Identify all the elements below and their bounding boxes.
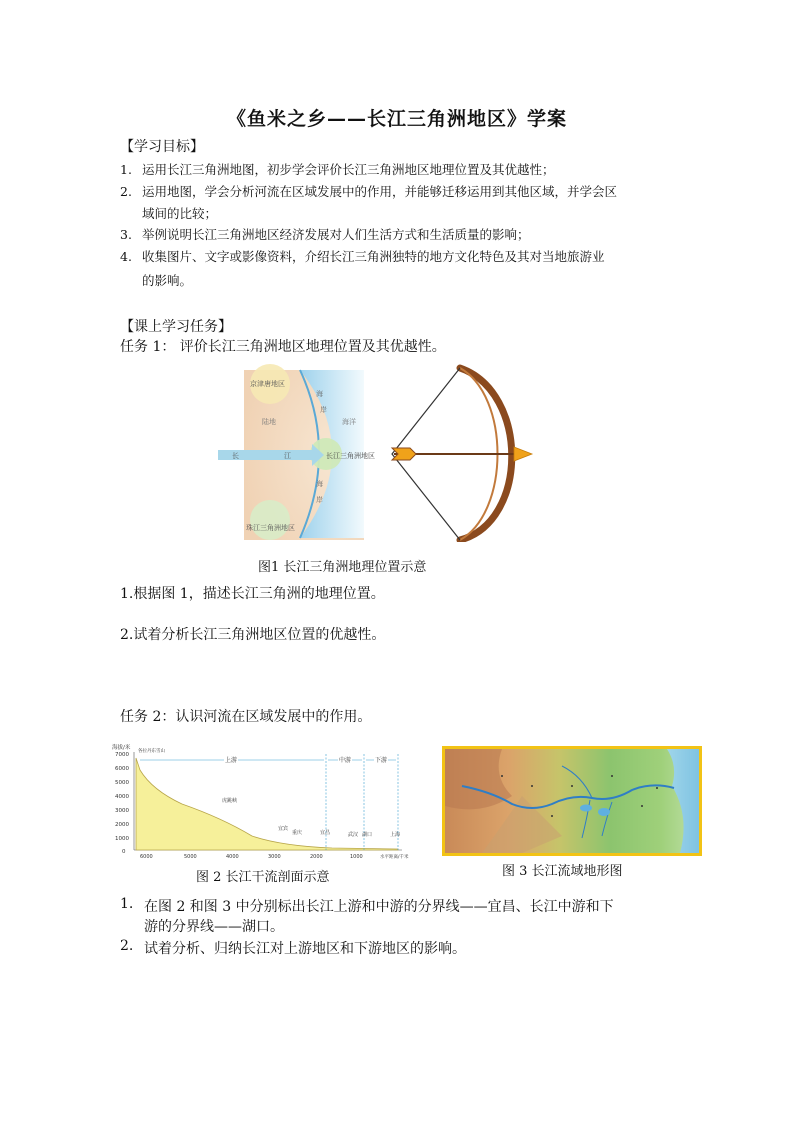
question-text: 在图 2 和图 3 中分别标出长江上游和中游的分界线——宜昌、长江中游和下	[144, 899, 614, 915]
question-text-cont: 游的分界线——湖口。	[144, 919, 284, 935]
objective-text: 举例说明长江三角洲地区经济发展对人们生活方式和生活质量的影响；	[142, 227, 530, 242]
prd-circle	[250, 500, 290, 540]
objective-num: 4.	[120, 249, 132, 264]
xtick-3000: 3000	[268, 854, 281, 860]
label-jingjintang: 京津唐地区	[250, 380, 285, 388]
task1-question-1: 1.根据图 1，描述长江三角洲的地理位置。	[120, 586, 385, 602]
objective-item-4	[120, 246, 680, 290]
town-dot	[611, 775, 613, 777]
figure3-caption: 图 3 长江流域地形图	[502, 864, 623, 879]
profile-area	[136, 758, 401, 850]
xtick-6000: 6000	[140, 854, 153, 860]
ytick-2000: 2000	[115, 822, 129, 828]
place-shanghai: 上海	[390, 832, 401, 838]
objective-item-1	[120, 159, 680, 181]
objective-num: 3.	[120, 227, 132, 242]
town-dot	[656, 787, 658, 789]
objective-text: 运用长江三角洲地图，初步学会评价长江三角洲地区地理位置及其优越性；	[142, 162, 555, 177]
section-middle: 中游	[339, 757, 352, 764]
xtick-1000: 1000	[350, 854, 363, 860]
arrow-head-icon	[514, 447, 532, 461]
town-dot	[501, 775, 503, 777]
location-diagram	[214, 362, 544, 542]
place-yibin: 宜宾	[278, 826, 289, 832]
profile-places	[222, 797, 400, 838]
place-hukou: 湖口	[362, 832, 373, 838]
profile-source: 各拉丹东雪山	[138, 749, 165, 754]
task2-title: 任务 2：认识河流在区域发展中的作用。	[120, 709, 372, 725]
figure1-caption: 图1 长江三角洲地理位置示意	[258, 560, 427, 575]
label-hai-1: 海	[316, 390, 323, 398]
label-an-2: 岸	[316, 496, 323, 504]
question-num: 1.	[120, 896, 134, 912]
section-lower: 下游	[375, 757, 388, 764]
task1-title: 任务 1： 评价长江三角洲地区地理位置及其优越性。	[120, 339, 446, 355]
town-dot	[531, 785, 533, 787]
profile-xlabel: 水平距离/千米	[380, 855, 409, 860]
yangtze-terrain-map	[442, 746, 702, 856]
objective-text-cont: 域间的比较；	[142, 206, 218, 221]
question-text: 试着分析、归纳长江对上游地区和下游地区的影响。	[144, 941, 466, 957]
ytick-1000: 1000	[115, 836, 129, 842]
place-hutiaoxia: 虎跳峡	[222, 798, 238, 804]
task2-question-1	[120, 896, 690, 940]
ytick-3000: 3000	[115, 808, 129, 814]
ytick-7000: 7000	[115, 752, 129, 758]
task1-question-2: 2.试着分析长江三角洲地区位置的优越性。	[120, 627, 386, 643]
place-chongqing: 重庆	[292, 830, 303, 836]
xtick-2000: 2000	[310, 854, 323, 860]
place-wuhan: 武汉	[348, 832, 359, 838]
profile-xticks	[140, 853, 409, 860]
town-dot	[571, 785, 573, 787]
label-jiang: 江	[284, 452, 291, 460]
objectives-heading: 【学习目标】	[120, 139, 204, 155]
figure2-caption: 图 2 长江干流剖面示意	[196, 870, 330, 885]
town-dot	[551, 815, 553, 817]
label-yrd: 长江三角洲地区	[326, 452, 375, 460]
objective-item-2	[120, 181, 680, 225]
objective-item-3	[120, 224, 680, 246]
label-prd: 珠江三角洲地区	[246, 524, 295, 532]
tasks-heading: 【课上学习任务】	[120, 319, 232, 335]
river-profile-chart	[112, 742, 410, 862]
xtick-5000: 5000	[184, 854, 197, 860]
xtick-4000: 4000	[226, 854, 239, 860]
lake-dongting	[580, 805, 592, 812]
objective-text: 收集图片、文字或影像资料，介绍长江三角洲独特的地方文化特色及其对当地旅游业	[142, 249, 605, 264]
question-num: 2.	[120, 938, 134, 954]
profile-ylabel: 海拔/米	[112, 745, 131, 751]
lake-poyang	[598, 808, 610, 816]
ytick-5000: 5000	[115, 780, 129, 786]
label-an-1: 岸	[320, 406, 327, 414]
label-hai-2: 海	[316, 480, 323, 488]
place-yichang: 宜昌	[320, 830, 331, 836]
section-upper: 上游	[225, 757, 238, 764]
ytick-4000: 4000	[115, 794, 129, 800]
ytick-0: 0	[122, 849, 126, 855]
objective-text-cont: 的影响。	[142, 273, 193, 288]
ytick-6000: 6000	[115, 766, 129, 772]
objective-text: 运用地图，学会分析河流在区域发展中的作用，并能够迁移运用到其他区域，并学会区	[142, 184, 618, 199]
label-chang: 长	[232, 452, 239, 460]
objective-num: 2.	[120, 184, 132, 199]
task2-question-2	[120, 938, 690, 960]
objective-num: 1.	[120, 162, 132, 177]
profile-yticks	[115, 752, 129, 855]
town-dot	[641, 805, 643, 807]
label-land: 陆地	[262, 418, 276, 426]
page-title: 《鱼米之乡——长江三角洲地区》学案	[226, 108, 567, 130]
label-ocean: 海洋	[342, 418, 356, 426]
